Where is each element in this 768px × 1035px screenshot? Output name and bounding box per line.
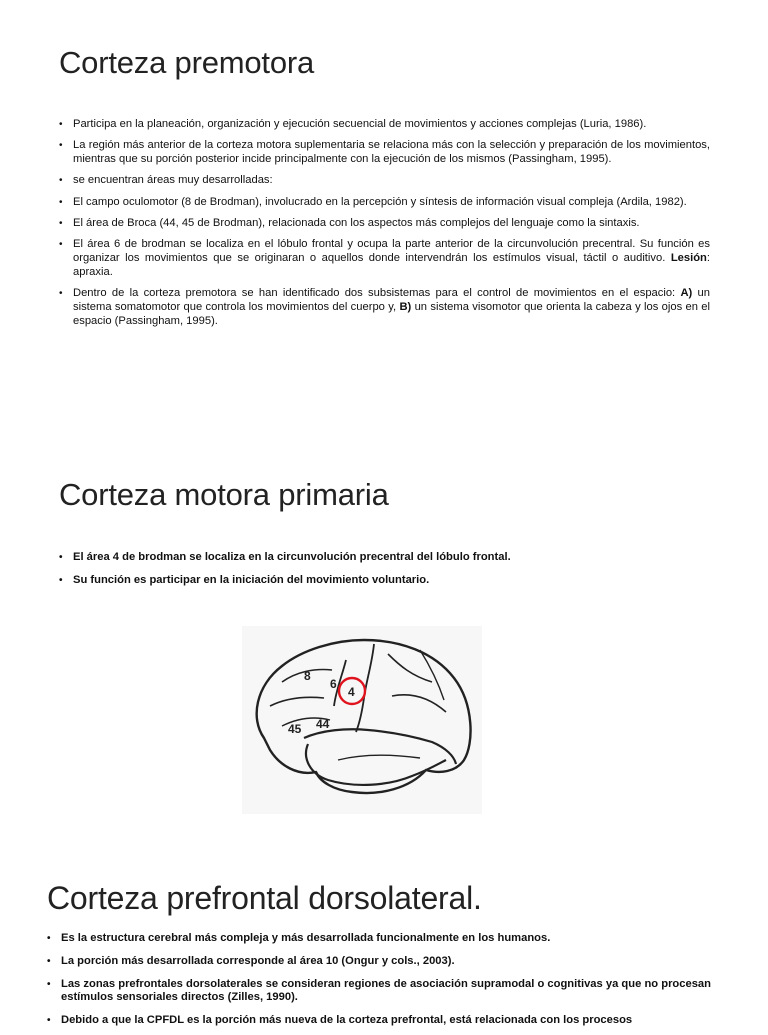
bullet-list [47, 932, 711, 1035]
bullet-bold: A) [680, 287, 693, 300]
bullet-item: • La porción más desarrollada corresponde al área 10 (Ongur y cols., 2003). [47, 955, 711, 969]
bullet-text: un sistema visomotor que orienta la cabeza y los ojos en el espacio (Passingham, 1995). [73, 300, 710, 327]
bullet-item: • Es la estructura cerebral más compleja y más desarrollada funcionalmente en los humanos. [47, 932, 711, 946]
bullet-text: Dentro de la corteza premotora se han identificado dos subsistemas para el control de movimientos en el espacio: [73, 287, 681, 300]
section-title: Corteza premotora [59, 45, 315, 80]
bullet-item: • Participa en la planeación, organización y ejecución secuencial de movimientos y acciones complejas (Luria, 1986). [59, 118, 710, 132]
bullet-item: • Las zonas prefrontales dorsolaterales se consideran regiones de asociación supramodal o cognitivas ya que no procesan estímulos sensoriales directos (Zilles, 1990). [47, 978, 711, 1006]
area-label-8: 8 [304, 669, 311, 683]
bullet-item: • Su función es participar en la iniciación del movimiento voluntario. [59, 574, 710, 588]
bullet-item: • El área 4 de brodman se localiza en la circunvolución precentral del lóbulo frontal. [59, 551, 710, 565]
bullet-item: • La región más anterior de la corteza motora suplementaria se relaciona más con la selección y preparación de los movimientos, mientras que su porción posterior incide principalmente con la ejecución de los mismos (Passingham, 1995). [59, 139, 710, 167]
bullet-item: • se encuentran áreas muy desarrolladas: [59, 174, 710, 188]
bullet-text: un sistema somatomotor que controla los movimientos del cuerpo y, [73, 287, 710, 313]
bullet-bold: Lesión [670, 252, 707, 265]
area-label-45: 45 [288, 722, 302, 736]
bullet-text: El área 6 de brodman se localiza en el lóbulo frontal y ocupa la parte anterior de la circunvolución precentral. Su función es organizar los movimientos que se originaran o aquellos donde intervendrán los estímulos visual, táctil o auditivo. [73, 238, 710, 265]
bullet-bold: B) [399, 300, 412, 313]
bullet-item: • El área de Broca (44, 45 de Brodman), relacionada con los aspectos más complejos del lenguaje como la sintaxis. [59, 217, 710, 231]
bullet-text: : apraxia. [73, 252, 710, 278]
section-title: Corteza prefrontal dorsolateral. [47, 880, 482, 916]
area-label-44: 44 [316, 717, 330, 731]
section-title: Corteza motora primaria [59, 477, 389, 512]
area-label-6: 6 [330, 677, 337, 691]
area-label-4: 4 [348, 685, 355, 699]
bullet-item: • El campo oculomotor (8 de Brodman), involucrado en la percepción y síntesis de información visual compleja (Ardila, 1982). [59, 196, 710, 210]
bullet-item: • Debido a que la CPFDL es la porción más nueva de la corteza prefrontal, está relacionada con los procesos [47, 1014, 711, 1028]
